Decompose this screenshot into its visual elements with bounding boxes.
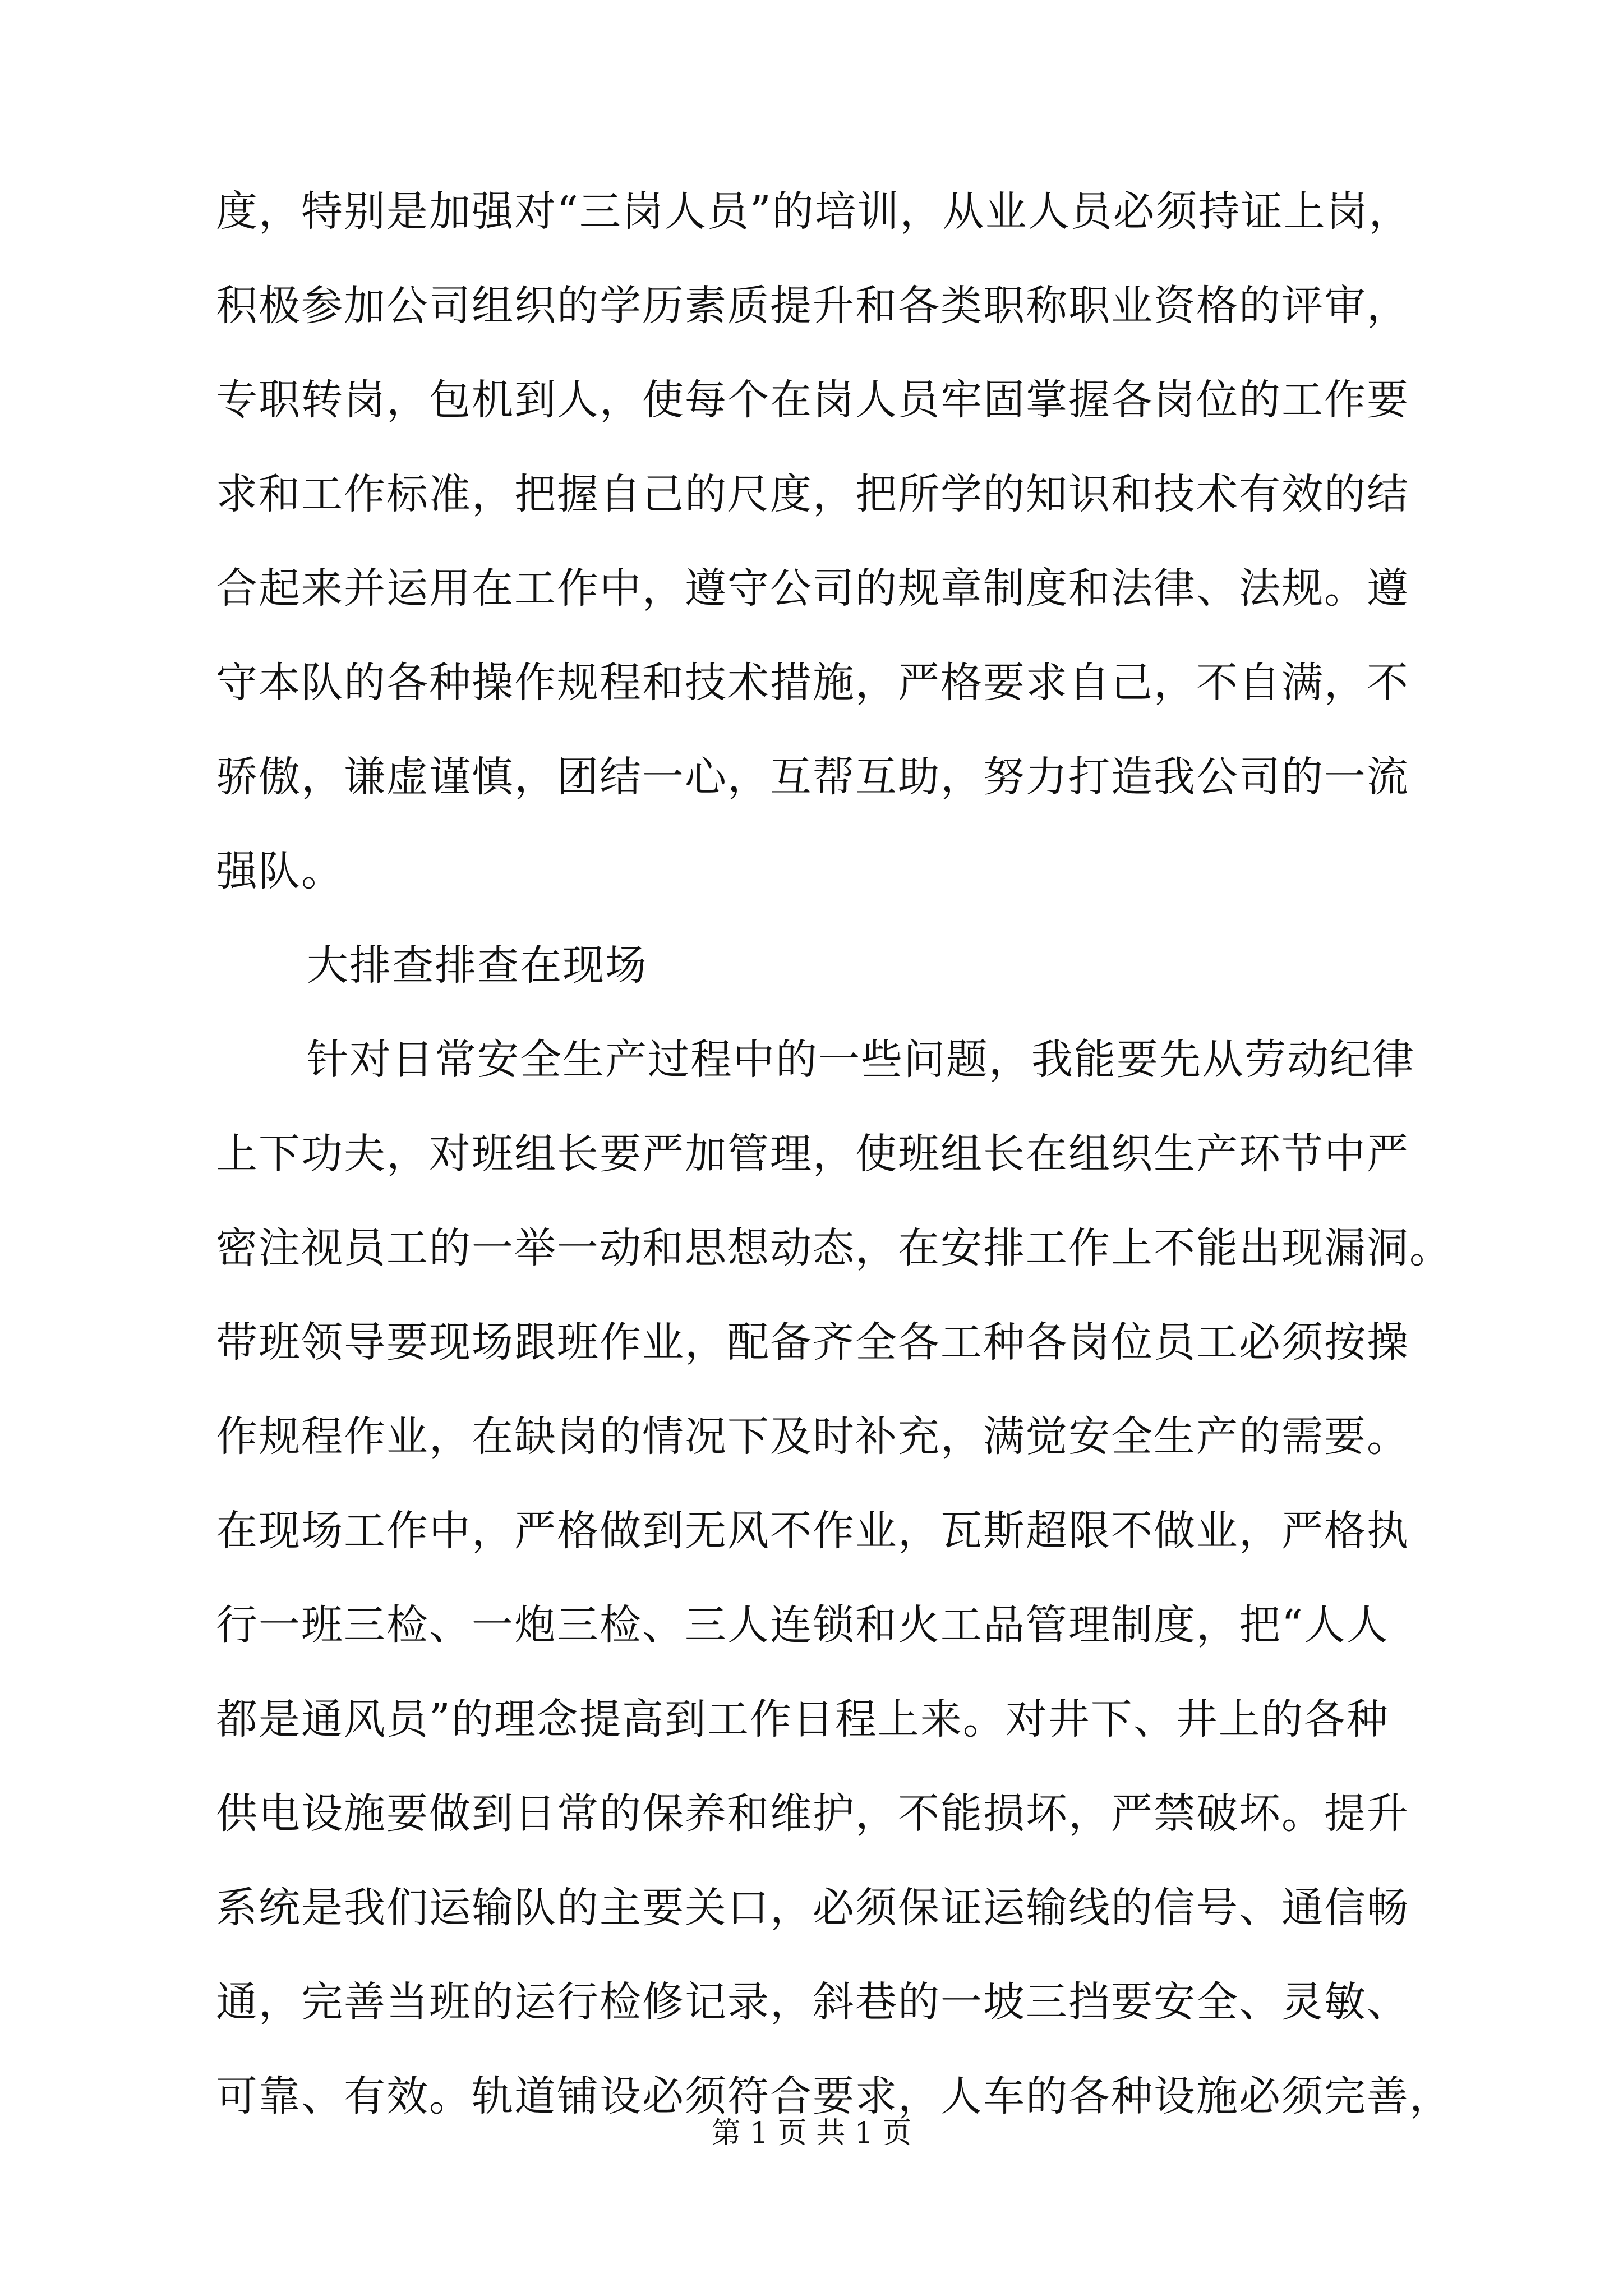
text-line: 骄傲，谦虚谨慎，团结一心，互帮互助，努力打造我公司的一流 [216, 753, 1409, 801]
text-line: 在现场工作中，严格做到无风不作业，瓦斯超限不做业，严格执 [216, 1507, 1409, 1555]
page-footer: 第 1 页 共 1 页 [711, 2116, 912, 2150]
text-line: 系统是我们运输队的主要关口，必须保证运输线的信号、通信畅 [216, 1884, 1409, 1932]
text-line: 供电设施要做到日常的保养和维护，不能损坏，严禁破坏。提升 [216, 1789, 1409, 1838]
text-line: 守本队的各种操作规程和技术措施，严格要求自己，不自满，不 [216, 659, 1409, 707]
text-line: 作规程作业，在缺岗的情况下及时补充，满觉安全生产的需要。 [216, 1412, 1409, 1461]
text-line: 密注视员工的一举一动和思想动态，在安排工作上不能出现漏洞。 [216, 1224, 1452, 1272]
text-line: 度，特别是加强对“三岗人员”的培训，从业人员必须持证上岗， [216, 187, 1412, 236]
text-line: 合起来并运用在工作中，遵守公司的规章制度和法律、法规。遵 [216, 564, 1409, 613]
body-text [216, 187, 1452, 2170]
text-line: 可靠、有效。轨道铺设必须符合要求，人车的各种设施必须完善， [216, 2072, 1452, 2120]
paragraph-first-line: 针对日常安全生产过程中的一些问题，我能要先从劳动纪律 [307, 1036, 1415, 1084]
section-heading: 大排查排查在现场 [307, 941, 648, 990]
text-line: 专职转岗，包机到人，使每个在岗人员牢固掌握各岗位的工作要 [216, 376, 1409, 424]
text-line: 求和工作标准，把握自己的尺度，把所学的知识和技术有效的结 [216, 470, 1409, 518]
text-line: 行一班三检、一炮三检、三人连锁和火工品管理制度，把“人人 [216, 1601, 1389, 1649]
text-line: 通，完善当班的运行检修记录，斜巷的一坡三挡要安全、灵敏、 [216, 1978, 1409, 2026]
text-line: 积极参加公司组织的学历素质提升和各类职称职业资格的评审， [216, 282, 1409, 330]
text-line: 上下功夫，对班组长要严加管理，使班组长在组织生产环节中严 [216, 1130, 1409, 1178]
text-line: 强队。 [216, 847, 344, 895]
text-line: 带班领导要现场跟班作业，配备齐全各工种各岗位员工必须按操 [216, 1318, 1409, 1366]
text-line: 都是通风员”的理念提高到工作日程上来。对井下、井上的各种 [216, 1695, 1389, 1743]
